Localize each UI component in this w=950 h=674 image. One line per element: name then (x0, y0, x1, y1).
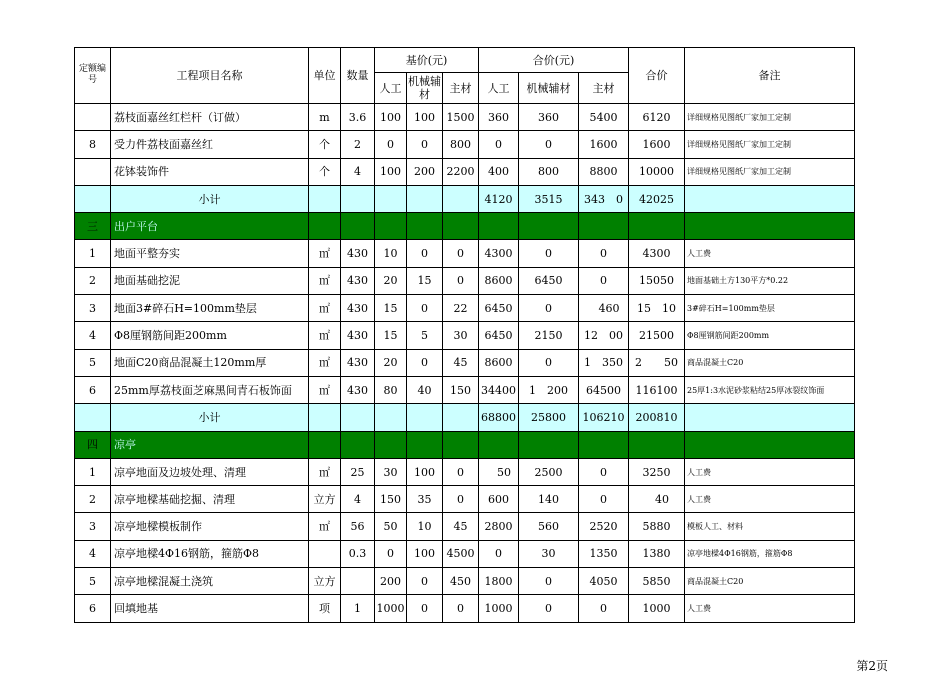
item-name: 凉亭地樑混凝土浇筑 (111, 568, 309, 595)
base-machine: 0 (407, 295, 443, 322)
empty-cell (519, 431, 579, 458)
empty-cell (519, 213, 579, 240)
table-row (75, 322, 855, 349)
empty-cell (443, 213, 479, 240)
subtotal-label: 小计 (111, 185, 309, 212)
item-name: Φ8厘钢筋间距200mm (111, 322, 309, 349)
total-machine: 140 (519, 486, 579, 513)
base-material: 0 (443, 458, 479, 485)
item-unit: ㎡ (309, 349, 341, 376)
header-qty: 数量 (341, 48, 375, 104)
empty-cell (479, 213, 519, 240)
empty-cell (479, 431, 519, 458)
row-sum: 15 10 (629, 295, 685, 322)
item-qty (341, 568, 375, 595)
row-sum: 1000 (629, 595, 685, 622)
empty-cell (341, 431, 375, 458)
table-row (75, 513, 855, 540)
subtotal-row (75, 404, 855, 431)
item-name: 地面C20商品混凝土120mm厚 (111, 349, 309, 376)
table-row (75, 158, 855, 185)
item-qty: 4 (341, 158, 375, 185)
item-unit: ㎡ (309, 322, 341, 349)
item-qty: 430 (341, 240, 375, 267)
item-qty: 56 (341, 513, 375, 540)
base-material: 0 (443, 267, 479, 294)
total-material: 343 0 (579, 185, 629, 212)
row-remark: Φ8厘钢筋间距200mm (685, 322, 855, 349)
base-machine: 0 (407, 568, 443, 595)
empty-cell (407, 185, 443, 212)
total-machine: 0 (519, 131, 579, 158)
header-base-labor: 人工 (375, 73, 407, 104)
empty-cell (407, 213, 443, 240)
header-total-price: 合价(元) (479, 48, 629, 73)
base-machine: 200 (407, 158, 443, 185)
item-unit: 立方 (309, 486, 341, 513)
total-material: 1350 (579, 540, 629, 567)
base-labor: 150 (375, 486, 407, 513)
header-unit: 单位 (309, 48, 341, 104)
row-remark: 商品混凝土C20 (685, 349, 855, 376)
empty-cell (443, 431, 479, 458)
item-unit: m (309, 104, 341, 131)
item-name: 受力件荔枝面嘉丝红 (111, 131, 309, 158)
row-sum: 15050 (629, 267, 685, 294)
item-name: 凉亭地樑模板制作 (111, 513, 309, 540)
header-total-machine: 机械辅材 (519, 73, 579, 104)
total-labor: 600 (479, 486, 519, 513)
base-material: 150 (443, 376, 479, 403)
item-qty: 2 (341, 131, 375, 158)
total-machine: 2150 (519, 322, 579, 349)
total-machine: 0 (519, 595, 579, 622)
table-row (75, 540, 855, 567)
item-unit: 个 (309, 158, 341, 185)
item-qty: 0.3 (341, 540, 375, 567)
item-unit: ㎡ (309, 295, 341, 322)
total-labor: 2800 (479, 513, 519, 540)
base-material: 1500 (443, 104, 479, 131)
total-machine: 560 (519, 513, 579, 540)
total-machine: 0 (519, 568, 579, 595)
header-base-material: 主材 (443, 73, 479, 104)
total-labor: 6450 (479, 322, 519, 349)
base-material: 0 (443, 595, 479, 622)
base-material: 2200 (443, 158, 479, 185)
row-sum: 1380 (629, 540, 685, 567)
total-material: 106210 (579, 404, 629, 431)
total-labor: 1800 (479, 568, 519, 595)
header-base-price: 基价(元) (375, 48, 479, 73)
table-row (75, 267, 855, 294)
empty-cell (685, 213, 855, 240)
row-remark: 人工费 (685, 486, 855, 513)
item-unit (309, 540, 341, 567)
table-row (75, 595, 855, 622)
empty-cell (375, 213, 407, 240)
base-machine: 15 (407, 267, 443, 294)
item-qty: 430 (341, 376, 375, 403)
row-sum: 6120 (629, 104, 685, 131)
table-row (75, 486, 855, 513)
item-unit: ㎡ (309, 376, 341, 403)
base-machine: 0 (407, 595, 443, 622)
base-machine: 100 (407, 540, 443, 567)
item-qty: 430 (341, 349, 375, 376)
base-labor: 80 (375, 376, 407, 403)
empty-cell (309, 213, 341, 240)
row-number (75, 185, 111, 212)
total-labor: 50 (479, 458, 519, 485)
base-labor: 10 (375, 240, 407, 267)
row-number: 1 (75, 458, 111, 485)
total-labor: 4300 (479, 240, 519, 267)
table-row (75, 458, 855, 485)
quote-sheet (74, 47, 855, 623)
section-number: 三 (75, 213, 111, 240)
row-sum: 5850 (629, 568, 685, 595)
base-labor: 100 (375, 158, 407, 185)
header-remark: 备注 (685, 48, 855, 104)
row-number: 4 (75, 540, 111, 567)
table-row (75, 240, 855, 267)
subtotal-label: 小计 (111, 404, 309, 431)
row-number: 4 (75, 322, 111, 349)
header-item-name: 工程项目名称 (111, 48, 309, 104)
row-remark: 人工费 (685, 458, 855, 485)
total-material: 0 (579, 458, 629, 485)
base-machine: 10 (407, 513, 443, 540)
base-material: 45 (443, 513, 479, 540)
empty-cell (341, 213, 375, 240)
base-material: 0 (443, 240, 479, 267)
total-labor: 6450 (479, 295, 519, 322)
quote-table (74, 47, 855, 623)
subtotal-row (75, 185, 855, 212)
base-material: 22 (443, 295, 479, 322)
base-machine: 40 (407, 376, 443, 403)
section-label: 出户平台 (111, 213, 309, 240)
row-remark: 凉亭地樑4Φ16钢筋，箍筋Φ8 (685, 540, 855, 567)
item-unit: 项 (309, 595, 341, 622)
row-remark (685, 404, 855, 431)
row-remark: 人工费 (685, 595, 855, 622)
total-machine: 25800 (519, 404, 579, 431)
empty-cell (341, 185, 375, 212)
empty-cell (309, 431, 341, 458)
total-material: 12 00 (579, 322, 629, 349)
total-material: 5400 (579, 104, 629, 131)
base-labor: 15 (375, 295, 407, 322)
empty-cell (629, 431, 685, 458)
header-base-machine: 机械辅材 (407, 73, 443, 104)
header-sum: 合价 (629, 48, 685, 104)
item-qty: 4 (341, 486, 375, 513)
item-name: 凉亭地面及边坡处理、清理 (111, 458, 309, 485)
row-remark: 详细规格见图纸厂家加工定制 (685, 158, 855, 185)
base-material: 800 (443, 131, 479, 158)
base-labor: 200 (375, 568, 407, 595)
total-material: 2520 (579, 513, 629, 540)
base-machine: 100 (407, 104, 443, 131)
total-labor: 34400 (479, 376, 519, 403)
item-qty: 1 (341, 595, 375, 622)
item-unit: ㎡ (309, 267, 341, 294)
row-sum: 4300 (629, 240, 685, 267)
item-qty: 430 (341, 267, 375, 294)
total-material: 4050 (579, 568, 629, 595)
empty-cell (629, 213, 685, 240)
total-material: 1 350 (579, 349, 629, 376)
empty-cell (375, 404, 407, 431)
item-name: 回填地基 (111, 595, 309, 622)
row-remark: 详细规格见图纸厂家加工定制 (685, 104, 855, 131)
total-machine: 6450 (519, 267, 579, 294)
row-number (75, 158, 111, 185)
base-machine: 100 (407, 458, 443, 485)
row-sum: 42025 (629, 185, 685, 212)
row-number: 5 (75, 349, 111, 376)
base-labor: 30 (375, 458, 407, 485)
item-name: 地面3#碎石H=100mm垫层 (111, 295, 309, 322)
item-qty: 430 (341, 322, 375, 349)
base-machine: 0 (407, 131, 443, 158)
base-machine: 5 (407, 322, 443, 349)
empty-cell (443, 185, 479, 212)
empty-cell (309, 185, 341, 212)
total-machine: 0 (519, 240, 579, 267)
total-material: 460 (579, 295, 629, 322)
row-number: 5 (75, 568, 111, 595)
base-labor: 100 (375, 104, 407, 131)
row-sum: 40 (629, 486, 685, 513)
row-number: 2 (75, 267, 111, 294)
total-labor: 8600 (479, 349, 519, 376)
empty-cell (443, 404, 479, 431)
total-material: 1600 (579, 131, 629, 158)
base-material: 0 (443, 486, 479, 513)
row-number (75, 404, 111, 431)
item-qty: 25 (341, 458, 375, 485)
empty-cell (375, 185, 407, 212)
total-labor: 0 (479, 131, 519, 158)
base-machine: 0 (407, 349, 443, 376)
total-labor: 0 (479, 540, 519, 567)
item-qty: 3.6 (341, 104, 375, 131)
base-machine: 0 (407, 240, 443, 267)
total-material: 64500 (579, 376, 629, 403)
row-sum: 21500 (629, 322, 685, 349)
base-material: 450 (443, 568, 479, 595)
item-name: 25mm厚荔枝面芝麻黑间青石板饰面 (111, 376, 309, 403)
row-sum: 116100 (629, 376, 685, 403)
row-sum: 10000 (629, 158, 685, 185)
table-row (75, 568, 855, 595)
total-machine: 800 (519, 158, 579, 185)
item-unit: 立方 (309, 568, 341, 595)
total-material: 0 (579, 595, 629, 622)
empty-cell (309, 404, 341, 431)
total-labor: 360 (479, 104, 519, 131)
total-machine: 30 (519, 540, 579, 567)
row-sum: 2 50 (629, 349, 685, 376)
table-row (75, 349, 855, 376)
header-total-material: 主材 (579, 73, 629, 104)
table-row (75, 104, 855, 131)
row-remark: 人工费 (685, 240, 855, 267)
total-material: 0 (579, 486, 629, 513)
section-row (75, 431, 855, 458)
row-remark: 模板人工、材料 (685, 513, 855, 540)
row-remark (685, 185, 855, 212)
empty-cell (685, 431, 855, 458)
row-remark: 商品混凝土C20 (685, 568, 855, 595)
item-name: 荔枝面嘉丝红栏杆（订做） (111, 104, 309, 131)
table-row (75, 295, 855, 322)
item-name: 地面基础挖泥 (111, 267, 309, 294)
page-number: 第2页 (856, 659, 888, 673)
row-number: 2 (75, 486, 111, 513)
item-name: 花钵装饰件 (111, 158, 309, 185)
base-labor: 15 (375, 322, 407, 349)
total-labor: 4120 (479, 185, 519, 212)
header-quota-no: 定额编号 (75, 48, 111, 104)
base-material: 45 (443, 349, 479, 376)
empty-cell (579, 213, 629, 240)
row-remark: 地面基础土方130平方*0.22 (685, 267, 855, 294)
section-number: 四 (75, 431, 111, 458)
header-total-labor: 人工 (479, 73, 519, 104)
section-row (75, 213, 855, 240)
row-number: 6 (75, 376, 111, 403)
row-number (75, 104, 111, 131)
item-unit: 个 (309, 131, 341, 158)
base-material: 4500 (443, 540, 479, 567)
total-machine: 3515 (519, 185, 579, 212)
row-sum: 3250 (629, 458, 685, 485)
row-number: 3 (75, 513, 111, 540)
total-material: 0 (579, 267, 629, 294)
row-number: 8 (75, 131, 111, 158)
total-machine: 360 (519, 104, 579, 131)
total-machine: 0 (519, 295, 579, 322)
item-unit: ㎡ (309, 513, 341, 540)
empty-cell (375, 431, 407, 458)
row-remark: 详细规格见图纸厂家加工定制 (685, 131, 855, 158)
section-label: 凉亭 (111, 431, 309, 458)
item-name: 凉亭地樑4Φ16钢筋，箍筋Φ8 (111, 540, 309, 567)
total-machine: 0 (519, 349, 579, 376)
total-machine: 1 200 (519, 376, 579, 403)
base-machine: 35 (407, 486, 443, 513)
total-labor: 68800 (479, 404, 519, 431)
empty-cell (579, 431, 629, 458)
base-labor: 1000 (375, 595, 407, 622)
empty-cell (407, 431, 443, 458)
item-qty: 430 (341, 295, 375, 322)
total-machine: 2500 (519, 458, 579, 485)
base-labor: 20 (375, 267, 407, 294)
total-labor: 400 (479, 158, 519, 185)
row-sum: 1600 (629, 131, 685, 158)
row-remark: 25厚1:3水泥砂浆粘结25厚冰裂纹饰面 (685, 376, 855, 403)
row-sum: 5880 (629, 513, 685, 540)
row-number: 6 (75, 595, 111, 622)
empty-cell (407, 404, 443, 431)
base-labor: 0 (375, 540, 407, 567)
base-labor: 0 (375, 131, 407, 158)
base-material: 30 (443, 322, 479, 349)
row-number: 1 (75, 240, 111, 267)
item-name: 凉亭地樑基础挖掘、清理 (111, 486, 309, 513)
total-labor: 1000 (479, 595, 519, 622)
quote-table-body (75, 104, 855, 623)
base-labor: 20 (375, 349, 407, 376)
row-remark: 3#碎石H=100mm垫层 (685, 295, 855, 322)
total-labor: 8600 (479, 267, 519, 294)
item-name: 地面平整夯实 (111, 240, 309, 267)
item-unit: ㎡ (309, 240, 341, 267)
total-material: 8800 (579, 158, 629, 185)
empty-cell (341, 404, 375, 431)
table-row (75, 376, 855, 403)
row-number: 3 (75, 295, 111, 322)
item-unit: ㎡ (309, 458, 341, 485)
total-material: 0 (579, 240, 629, 267)
table-row (75, 131, 855, 158)
base-labor: 50 (375, 513, 407, 540)
row-sum: 200810 (629, 404, 685, 431)
